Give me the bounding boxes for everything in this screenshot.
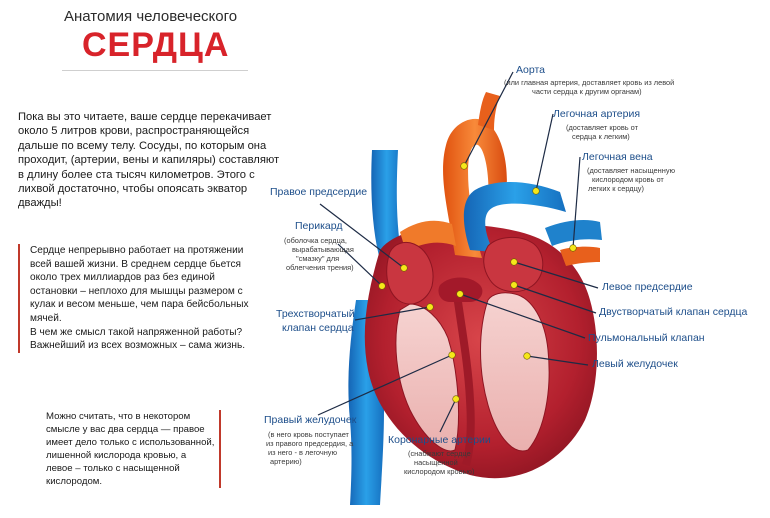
marker-pericardium: [379, 283, 386, 290]
label-pulmonary-artery: Легочная артерия: [553, 108, 641, 120]
desc-pulmonary-artery-1: (доставляет кровь от: [566, 123, 638, 132]
marker-mitral: [511, 282, 518, 289]
label-aorta: Аорта: [516, 64, 545, 76]
fact-paragraph-2: В чем же смысл такой напряженной работы?: [30, 326, 243, 338]
desc-pericardium-2: вырабатывающая: [292, 245, 354, 254]
marker-left-ventricle: [524, 353, 531, 360]
label-right-atrium: Правое предсердие: [270, 186, 368, 198]
desc-coronary-2: насыщенной: [414, 458, 458, 467]
desc-aorta-2: части сердца к другим органам): [532, 87, 642, 96]
marker-pulmonary-vein: [570, 245, 577, 252]
desc-pericardium-1: (оболочка сердца,: [284, 236, 347, 245]
fact-paragraph-1: Сердце непрерывно работает на протяжении всей вашей жизни. В среднем сердце бьется около трех миллиардов раз без единой остановки – неплохо для мышцы размером с кулак и весом меньше, чем пара бейсбольных мячей.: [30, 245, 249, 324]
desc-right-ventricle-3: из него - в легочную: [268, 448, 338, 457]
desc-pulmonary-vein-1: (доставляет насыщенную: [587, 166, 676, 175]
desc-pulmonary-artery-2: сердца к легким): [572, 132, 630, 141]
label-tricuspid-2: клапан сердца: [282, 322, 354, 334]
label-left-ventricle: Левый желудочек: [592, 358, 678, 370]
desc-coronary-3: кислородом кровью): [404, 467, 475, 476]
desc-right-ventricle-2: из правого предсердия, а: [266, 439, 354, 448]
label-pericardium: Перикард: [295, 220, 343, 232]
desc-pericardium-4: облегчения трения): [286, 263, 354, 272]
label-pulmonary-valve: Пульмональный клапан: [588, 332, 705, 344]
label-left-atrium: Левое предсердие: [602, 281, 693, 293]
desc-pulmonary-vein-3: легких к сердцу): [588, 184, 644, 193]
marker-left-atrium: [511, 259, 518, 266]
marker-right-atrium: [401, 265, 408, 272]
marker-aorta: [461, 163, 468, 170]
fact-paragraph-3: Важнейший из всех возможных – сама жизнь.: [30, 340, 246, 352]
marker-pulmonary-valve: [457, 291, 464, 298]
desc-right-ventricle-4: артерию): [270, 457, 302, 466]
note-block: Можно считать, что в некотором смысле у вас два сердца — правое имеет дело только с использованной, лишенной кислорода кровью, а левое – только с насыщенной кислородом.: [46, 410, 221, 488]
label-pulmonary-vein: Легочная вена: [582, 151, 653, 163]
label-mitral: Двустворчатый клапан сердца: [599, 306, 748, 318]
page-title: СЕРДЦА: [82, 26, 230, 64]
desc-coronary-1: (снабжают сердце: [408, 449, 471, 458]
leader-pulmonary-artery: [536, 114, 553, 191]
marker-right-ventricle: [449, 352, 456, 359]
marker-tricuspid: [427, 304, 434, 311]
label-coronary: Коронарные артерии: [388, 434, 491, 446]
desc-pericardium-3: "смазку" для: [296, 254, 340, 263]
pulmonary-vein-lower: [560, 247, 600, 266]
desc-aorta-1: (или главная артерия, доставляет кровь из левой: [504, 78, 675, 87]
title-subtitle: Анатомия человеческого: [64, 8, 238, 25]
aorta-branch: [478, 92, 500, 130]
marker-coronary: [453, 396, 460, 403]
desc-pulmonary-vein-2: кислородом кровь от: [592, 175, 664, 184]
marker-pulmonary-artery: [533, 188, 540, 195]
intro-paragraph: Пока вы это читаете, ваше сердце перекачивает около 5 литров крови, распространяющейся дальше по всему телу. Сосуды, по которым она проходит, (артерии, вены и капиляры) составляют в длину более ста тысяч километров. Этого с лихвой достаточно, чтобы опоясать экватор дважды!: [18, 111, 280, 210]
label-right-ventricle: Правый желудочек: [264, 414, 357, 426]
desc-right-ventricle-1: (в него кровь поступает: [268, 430, 349, 439]
label-tricuspid-1: Трехстворчатый: [276, 308, 355, 320]
